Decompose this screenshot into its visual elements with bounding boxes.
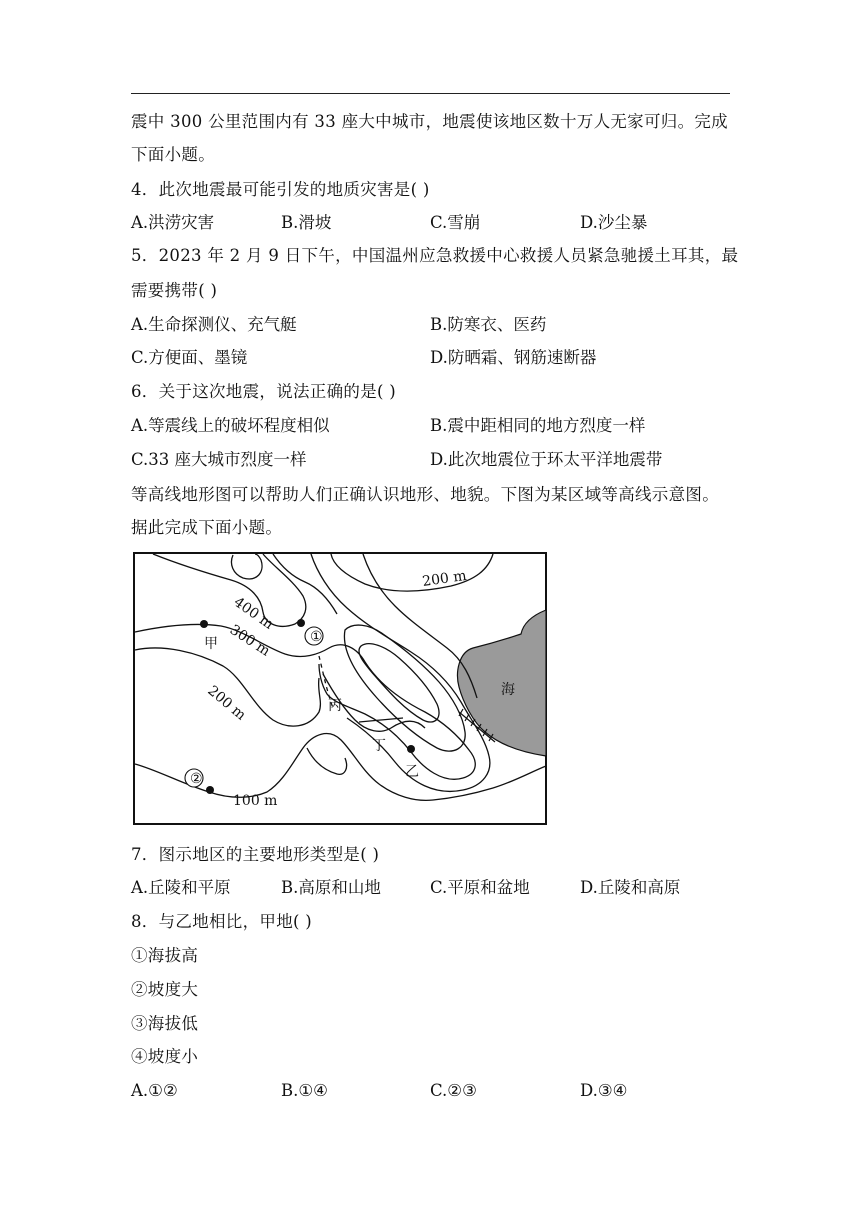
intro-line-2: 据此完成下面小题。 bbox=[131, 518, 283, 537]
q6-option-b[interactable]: B.震中距相同的地方烈度一样 bbox=[430, 416, 646, 435]
q5-stem-line-1: 5．2023 年 2 月 9 日下午，中国温州应急救援中心救援人员紧急驰援土耳其，最 bbox=[131, 246, 739, 265]
contour-map bbox=[133, 552, 547, 825]
q5-option-d[interactable]: D.防晒霜、钢筋速断器 bbox=[430, 348, 597, 367]
q8-option-b[interactable]: B.①④ bbox=[281, 1081, 328, 1100]
q4-option-d[interactable]: D.沙尘暴 bbox=[580, 213, 648, 232]
q7-stem: 7．图示地区的主要地形类型是( ) bbox=[131, 845, 380, 864]
q6-option-d[interactable]: D.此次地震位于环太平洋地震带 bbox=[430, 450, 663, 469]
intro-line-1: 等高线地形图可以帮助人们正确认识地形、地貌。下图为某区域等高线示意图。 bbox=[131, 485, 719, 504]
q4-stem: 4．此次地震最可能引发的地质灾害是( ) bbox=[131, 180, 430, 199]
contour-label-200-top: 200 m bbox=[421, 567, 468, 590]
q5-option-a[interactable]: A.生命探测仪、充气艇 bbox=[131, 315, 297, 334]
q6-option-a[interactable]: A.等震线上的破坏程度相似 bbox=[131, 416, 330, 435]
q5-stem-line-2: 需要携带( ) bbox=[131, 281, 218, 300]
q8-option-a[interactable]: A.①② bbox=[131, 1081, 178, 1100]
marker-1-label: ① bbox=[310, 629, 323, 645]
q5-option-c[interactable]: C.方便面、墨镜 bbox=[131, 348, 248, 367]
q8-stem: 8．与乙地相比，甲地( ) bbox=[131, 912, 313, 931]
q8-option-d[interactable]: D.③④ bbox=[580, 1081, 628, 1100]
q7-option-d[interactable]: D.丘陵和高原 bbox=[580, 878, 681, 897]
q6-stem: 6．关于这次地震，说法正确的是( ) bbox=[131, 382, 397, 401]
contour-label-100: 100 m bbox=[233, 793, 278, 809]
q8-item-2: ②坡度大 bbox=[131, 980, 199, 999]
q7-option-c[interactable]: C.平原和盆地 bbox=[430, 878, 530, 897]
q6-option-c[interactable]: C.33 座大城市烈度一样 bbox=[131, 450, 307, 469]
q7-option-b[interactable]: B.高原和山地 bbox=[281, 878, 381, 897]
contour-label-400: 400 m bbox=[230, 594, 277, 633]
place-jia-label: 甲 bbox=[204, 636, 218, 652]
contour-label-300: 300 m bbox=[226, 621, 273, 660]
q4-option-a[interactable]: A.洪涝灾害 bbox=[131, 213, 215, 232]
q8-item-1: ①海拔高 bbox=[131, 946, 199, 965]
header-rule bbox=[131, 93, 730, 94]
q8-item-3: ③海拔低 bbox=[131, 1014, 199, 1033]
sea-label: 海 bbox=[501, 682, 515, 698]
q7-option-a[interactable]: A.丘陵和平原 bbox=[131, 878, 231, 897]
place-ding-label: 丁 bbox=[372, 738, 386, 754]
q4-option-c[interactable]: C.雪崩 bbox=[430, 213, 481, 232]
q8-item-4: ④坡度小 bbox=[131, 1047, 199, 1066]
q5-option-b[interactable]: B.防寒衣、医药 bbox=[430, 315, 547, 334]
q8-option-c[interactable]: C.②③ bbox=[430, 1081, 477, 1100]
passage-line-2: 下面小题。 bbox=[131, 145, 215, 164]
marker-2-label: ② bbox=[190, 771, 203, 787]
place-yi-label: 乙 bbox=[405, 764, 419, 780]
q4-option-b[interactable]: B.滑坡 bbox=[281, 213, 332, 232]
passage-line-1: 震中 300 公里范围内有 33 座大中城市，地震使该地区数十万人无家可归。完成 bbox=[131, 112, 728, 131]
place-bing-label: 丙 bbox=[328, 698, 342, 714]
contour-label-200-left: 200 m bbox=[204, 682, 249, 724]
